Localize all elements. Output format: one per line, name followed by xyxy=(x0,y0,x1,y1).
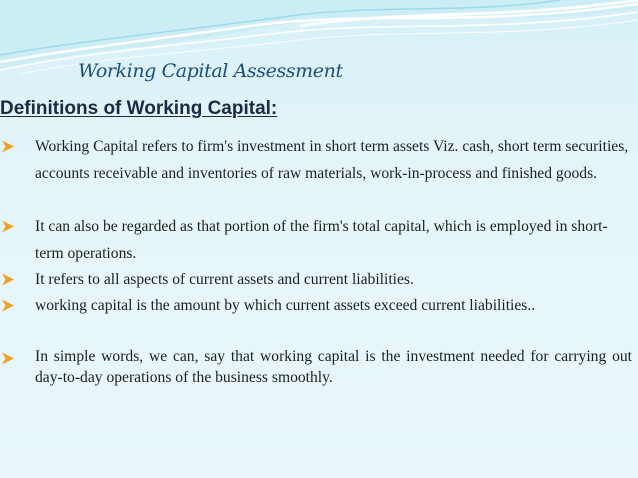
bullet-item xyxy=(0,293,632,346)
bullet-item xyxy=(0,134,632,214)
bullet-text: working capital is the amount by which current assets exceed current liabilities.. xyxy=(35,297,536,314)
bullet-text: It can also be regarded as that portion of the firm's total capital, which is employed in short-term operations. xyxy=(35,218,608,262)
arrow-bullet-icon xyxy=(1,273,15,286)
slide-title: Working Capital Assessment xyxy=(78,60,343,82)
arrow-bullet-icon xyxy=(1,299,15,312)
arrow-bullet-icon xyxy=(1,220,15,233)
bullet-item xyxy=(0,267,632,293)
section-heading: Definitions of Working Capital: xyxy=(0,98,278,119)
bullet-item xyxy=(0,346,632,388)
bullet-text: Working Capital refers to firm's investment in short term assets Viz. cash, short term securities, accounts receivable and inventories of raw materials, work-in-process and finished goods. xyxy=(35,138,629,182)
arrow-bullet-icon xyxy=(1,352,15,365)
bullet-text: In simple words, we can, say that working capital is the investment needed for carrying out day-to-day operations of the business smoothly. xyxy=(35,348,632,386)
arrow-bullet-icon xyxy=(1,140,15,153)
bullet-text: It refers to all aspects of current assets and current liabilities. xyxy=(35,271,414,288)
bullet-list xyxy=(0,134,632,388)
bullet-item xyxy=(0,214,632,267)
